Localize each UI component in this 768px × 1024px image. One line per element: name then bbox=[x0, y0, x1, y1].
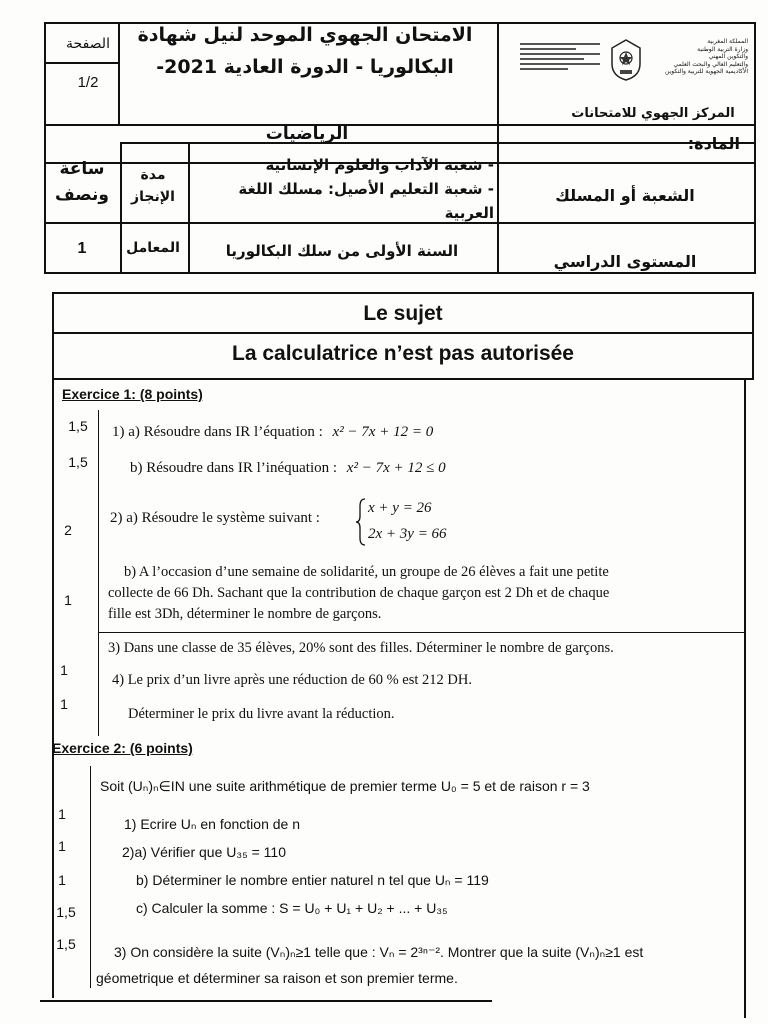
points: 1,5 bbox=[68, 418, 88, 434]
ex2-intro: Soit (Uₙ)ₙ∈IN une suite arithmétique de premier terme U₀ = 5 et de raison r = 3 bbox=[100, 778, 590, 794]
exam-title-line2: البكالوريا - الدورة العادية 2021- bbox=[156, 56, 454, 78]
ex2-q3-line1: 3) On considère la suite (Vₙ)ₙ≥1 telle que : Vₙ = 2³ⁿ⁻². Montrer que la suite (Vₙ)ₙ≥1 est bbox=[114, 944, 644, 960]
ex2-q2c: c) Calculer la somme : S = U₀ + U₁ + U₂ + ... + U₃₅ bbox=[136, 900, 448, 916]
points: 2 bbox=[64, 522, 72, 538]
branch-line-2: - شعبة التعليم الأصيل: مسلك اللغة bbox=[238, 180, 494, 198]
ex1-q2b-line3: fille est 3Dh, déterminer le nombre de garçons. bbox=[108, 606, 382, 622]
ex1-system-eq2: 2x + 3y = 66 bbox=[368, 526, 447, 542]
coefficient-label: المعامل bbox=[126, 240, 180, 256]
ministry-text-fr bbox=[520, 40, 600, 73]
ex1-q4-line1: 4) Le prix d’un livre après une réduction de 60 % est 212 DH. bbox=[112, 672, 472, 688]
points: 1 bbox=[60, 696, 68, 712]
ex1-system-eq1: x + y = 26 bbox=[368, 500, 432, 516]
points: 1 bbox=[58, 838, 66, 854]
ministry-emblem bbox=[606, 38, 646, 82]
points: 1,5 bbox=[68, 454, 88, 470]
calculator-note: La calculatrice n’est pas autorisée bbox=[232, 342, 574, 365]
points: 1 bbox=[60, 662, 68, 678]
points: 1,5 bbox=[56, 936, 76, 952]
ex1-q2a: 2) a) Résoudre le système suivant : bbox=[110, 510, 320, 526]
ex2-q2a: 2)a) Vérifier que U₃₅ = 110 bbox=[122, 844, 286, 860]
exam-title-line1: الامتحان الجهوي الموحد لنيل شهادة bbox=[137, 24, 473, 46]
ex1-q2b-line2: collecte de 66 Dh. Sachant que la contribution de chaque garçon est 2 Dh et de chaque bbox=[108, 585, 610, 601]
ministry-text-ar: المملكة المغربية وزارة التربية الوطنية والتكوين المهني والتعليم العالي والبحث العلمي الأكاديمية الجهوية للتربية والتكوين bbox=[665, 38, 748, 75]
branch-label: الشعبة أو المسلك bbox=[555, 186, 695, 205]
points: 1 bbox=[58, 872, 66, 888]
subject-label: المادة: bbox=[687, 134, 740, 153]
exercise1-title: Exercice 1: (8 points) bbox=[62, 386, 203, 402]
ex1-q2b-line1: b) A l’occasion d’une semaine de solidarité, un groupe de 26 élèves a fait une petite bbox=[124, 564, 609, 580]
ex1-q1b: b) Résoudre dans IR l’inéquation : x² − 7x + 12 ≤ 0 bbox=[130, 460, 446, 476]
branch-line-1: - شعبة الآداب والعلوم الإنسانية bbox=[265, 156, 494, 174]
regional-center-label: المركز الجهوي للامتحانات bbox=[571, 106, 735, 121]
page-label: الصفحة bbox=[66, 36, 110, 52]
branch-line-3: العربية bbox=[444, 204, 494, 222]
level-value: السنة الأولى من سلك البكالوريا bbox=[225, 242, 459, 260]
ex1-q3: 3) Dans une classe de 35 élèves, 20% sont des filles. Déterminer le nombre de garçons. bbox=[108, 640, 614, 656]
ex1-q4-line2: Déterminer le prix du livre avant la réduction. bbox=[128, 706, 395, 722]
page-number: 1/2 bbox=[77, 74, 99, 91]
duration-value: ساعة ونصف bbox=[55, 159, 109, 205]
exercise2-title: Exercice 2: (6 points) bbox=[52, 740, 193, 756]
ex2-q3-line2: géometrique et déterminer sa raison et son premier terme. bbox=[96, 970, 458, 986]
points: 1 bbox=[58, 806, 66, 822]
duration-label: مدة الإنجاز bbox=[131, 167, 175, 205]
points: 1 bbox=[64, 592, 72, 608]
level-label: المستوى الدراسي bbox=[553, 252, 697, 271]
system-brace bbox=[356, 498, 366, 546]
ex2-q1: 1) Ecrire Uₙ en fonction de n bbox=[124, 816, 300, 832]
subject-title: Le sujet bbox=[363, 302, 443, 325]
ex2-q2b: b) Déterminer le nombre entier naturel n tel que Uₙ = 119 bbox=[136, 872, 489, 888]
subject-value: الرياضيات bbox=[265, 124, 349, 144]
points: 1,5 bbox=[56, 904, 76, 920]
coefficient-value: 1 bbox=[77, 240, 87, 257]
ex1-q1a: 1) a) Résoudre dans IR l’équation : x² − 7x + 12 = 0 bbox=[112, 424, 434, 440]
